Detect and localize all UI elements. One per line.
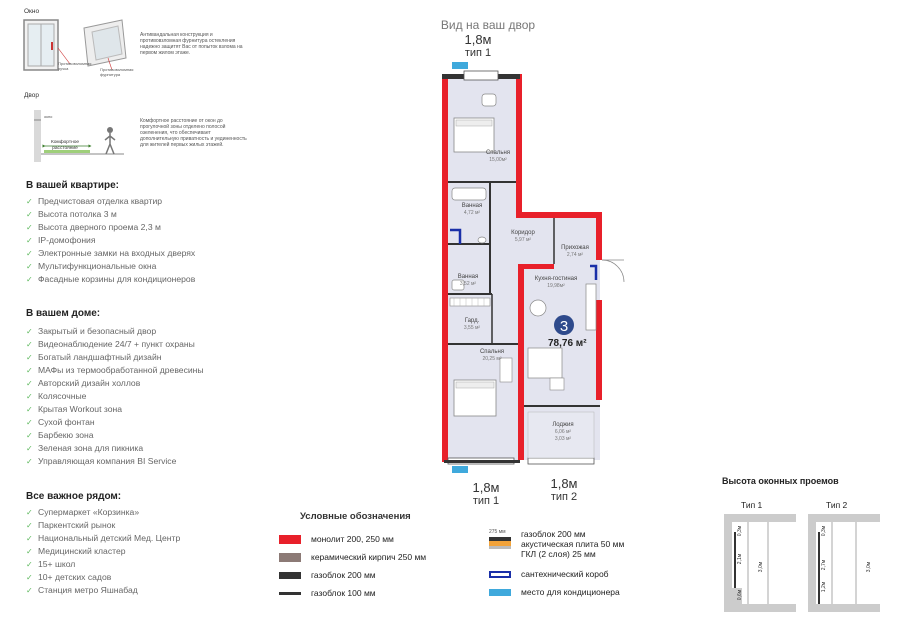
check-icon: ✓ bbox=[26, 521, 33, 530]
check-icon: ✓ bbox=[26, 431, 33, 440]
floor-plan bbox=[430, 58, 630, 476]
type2-top: 0,3м bbox=[821, 525, 828, 537]
nearby-item: ✓ Станция метро Яшнабад bbox=[26, 585, 138, 595]
nearby-item: ✓ Супермаркет «Корзинка» bbox=[26, 507, 140, 517]
apartment-item: ✓ Высота потолка 3 м bbox=[26, 209, 117, 219]
type1-label: Тип 1 bbox=[741, 500, 763, 510]
type1-middle: 2,1м bbox=[737, 553, 744, 565]
yard-window-label: окно bbox=[44, 114, 53, 119]
wall-monolith-top-right bbox=[516, 74, 522, 218]
bottom-left-window-size: 1,8м bbox=[472, 480, 500, 495]
check-icon: ✓ bbox=[26, 236, 33, 245]
check-icon: ✓ bbox=[26, 586, 33, 595]
check-icon: ✓ bbox=[26, 547, 33, 556]
nearby-item: ✓ 15+ школ bbox=[26, 559, 76, 569]
house-item: ✓ Сухой фонтан bbox=[26, 417, 95, 427]
room-corridor: Коридор 5,97 м² bbox=[511, 230, 535, 243]
check-icon: ✓ bbox=[26, 210, 33, 219]
check-icon: ✓ bbox=[26, 327, 33, 336]
apartment-item: ✓ Фасадные корзины для кондиционеров bbox=[26, 274, 196, 284]
top-window-size: 1,8м bbox=[464, 32, 492, 47]
window-callout-handle: Противовзломная ручка bbox=[58, 61, 92, 71]
room-bathroom-2: Ванная 3,52 м² bbox=[457, 274, 479, 287]
type1-total: 3,0м bbox=[758, 561, 765, 573]
room-bedroom-2: Спальня 20,25 м² bbox=[479, 349, 505, 362]
legend-monolith: монолит 200, 250 мм bbox=[279, 530, 426, 548]
nearby-item: ✓ 10+ детских садов bbox=[26, 572, 112, 582]
room-bathroom-1: Ванная 4,72 м² bbox=[461, 203, 483, 216]
check-icon: ✓ bbox=[26, 197, 33, 206]
check-icon: ✓ bbox=[26, 534, 33, 543]
top-window-label bbox=[448, 32, 508, 59]
legend-acoustic-dim: 275 мм bbox=[489, 529, 506, 535]
house-item: ✓ Крытая Workout зона bbox=[26, 404, 122, 414]
ac-place-top bbox=[452, 62, 468, 69]
type2-total: 3,0м bbox=[866, 561, 873, 573]
nearby-title: Все важное рядом: bbox=[26, 491, 122, 502]
apartment-title: В вашей квартире: bbox=[26, 180, 120, 191]
check-icon: ✓ bbox=[26, 573, 33, 582]
room-loggia: Лоджия 6,06 м² 3,03 м² bbox=[552, 422, 574, 442]
house-list bbox=[26, 325, 204, 468]
house-item: ✓ Авторский дизайн холлов bbox=[26, 378, 141, 388]
type2-label: Тип 2 bbox=[826, 500, 848, 510]
check-icon: ✓ bbox=[26, 508, 33, 517]
check-icon: ✓ bbox=[26, 366, 33, 375]
apartment-item: ✓ Предчистовая отделка квартир bbox=[26, 196, 163, 206]
house-item: ✓ Видеонаблюдение 24/7 + пункт охраны bbox=[26, 339, 195, 349]
check-icon: ✓ bbox=[26, 353, 33, 362]
check-icon: ✓ bbox=[26, 275, 33, 284]
house-item: ✓ Барбекю зона bbox=[26, 430, 94, 440]
legend-gasblock-100: газоблок 100 мм bbox=[279, 584, 426, 602]
nearby-item: ✓ Паркентский рынок bbox=[26, 520, 116, 530]
legend-acoustic: 275 мм газоблок 200 мм акустическая плита 50 мм ГКЛ (2 слоя) 25 мм bbox=[489, 529, 625, 559]
house-item: ✓ Управляющая компания BI Service bbox=[26, 456, 177, 466]
yard-section-text: Комфортное расстояние от окон до прогулочной зоны отделено полосой озеленения, что обеспечивает дополнительную приватность и уединенность для жителей первых жилых этажей. bbox=[140, 118, 247, 148]
apartment-list bbox=[26, 195, 195, 286]
top-window-type: тип 1 bbox=[464, 47, 492, 59]
type2-bottom: 1,2м bbox=[821, 581, 828, 593]
house-item: ✓ Закрытый и безопасный двор bbox=[26, 326, 157, 336]
room-wardrobe: Гард. 3,55 м² bbox=[463, 318, 481, 331]
nearby-item: ✓ Медицинский кластер bbox=[26, 546, 126, 556]
window-section-text: Антивандальная конструкция и противовзломная фурнитура остекления надежно защитят Вас от попыток взлома на первом жилом этаже. bbox=[140, 32, 243, 56]
type1-top: 0,3м bbox=[737, 525, 744, 537]
bottom-right-window-label bbox=[534, 476, 594, 503]
apartment-item: ✓ IP-домофония bbox=[26, 235, 96, 245]
check-icon: ✓ bbox=[26, 223, 33, 232]
type1-bottom: 0,6м bbox=[737, 589, 744, 601]
nearby-item: ✓ Национальный детский Мед. Центр bbox=[26, 533, 181, 543]
bottom-left-window-label bbox=[456, 480, 516, 507]
apartment-item: ✓ Электронные замки на входных дверях bbox=[26, 248, 196, 258]
check-icon: ✓ bbox=[26, 560, 33, 569]
house-item: ✓ Зеленая зона для пикника bbox=[26, 443, 144, 453]
yard-section-title: Двор bbox=[24, 92, 40, 99]
legend-gasblock-200: газоблок 200 мм bbox=[279, 566, 426, 584]
window-callout-fittings: Противовзломная фурнитура bbox=[100, 67, 134, 77]
bottom-right-window-size: 1,8м bbox=[550, 476, 578, 491]
check-icon: ✓ bbox=[26, 379, 33, 388]
check-icon: ✓ bbox=[26, 262, 33, 271]
apartment-item: ✓ Высота дверного проема 2,3 м bbox=[26, 222, 161, 232]
house-item: ✓ Богатый ландшафтный дизайн bbox=[26, 352, 162, 362]
check-icon: ✓ bbox=[26, 249, 33, 258]
rooms-count: 3 bbox=[559, 318, 569, 335]
total-area: 78,76 м² bbox=[548, 338, 587, 349]
check-icon: ✓ bbox=[26, 418, 33, 427]
room-kitchen-living: Кухня-гостиная 19,98м² bbox=[534, 276, 578, 289]
check-icon: ✓ bbox=[26, 392, 33, 401]
wall-monolith-left bbox=[442, 74, 448, 462]
apartment-item: ✓ Мультифункциональные окна bbox=[26, 261, 157, 271]
house-item: ✓ МАФы из термообработанной древесины bbox=[26, 365, 204, 375]
yard-illustration bbox=[24, 102, 134, 164]
comfort-distance-label: Комфортное расстояние bbox=[50, 140, 80, 151]
ac-place-bottom bbox=[452, 466, 468, 473]
legend-list-right bbox=[489, 529, 624, 601]
check-icon: ✓ bbox=[26, 457, 33, 466]
room-hallway: Прихожая 2,74 м² bbox=[561, 245, 589, 258]
legend-ac-place: место для кондиционера bbox=[489, 583, 624, 601]
window-section-title: Окно bbox=[24, 8, 40, 15]
view-label: Вид на ваш двор bbox=[440, 18, 536, 32]
check-icon: ✓ bbox=[26, 444, 33, 453]
check-icon: ✓ bbox=[26, 405, 33, 414]
window-heights-diagram bbox=[720, 512, 890, 612]
legend-title: Условные обозначения bbox=[300, 511, 411, 522]
check-icon: ✓ bbox=[26, 340, 33, 349]
window-heights-title: Высота оконных проемов bbox=[722, 476, 839, 486]
legend-list-left bbox=[279, 530, 426, 602]
type2-middle: 2,7м bbox=[821, 559, 828, 571]
house-title: В вашем доме: bbox=[26, 308, 101, 319]
room-bedroom-1: Спальня 15,00м² bbox=[485, 150, 511, 163]
nearby-list bbox=[26, 506, 180, 597]
legend-sanitary-box: сантехнический короб bbox=[489, 565, 624, 583]
bottom-left-window-type: тип 1 bbox=[472, 495, 500, 507]
bottom-right-window-type: тип 2 bbox=[550, 491, 578, 503]
house-item: ✓ Колясочные bbox=[26, 391, 87, 401]
legend-brick: керамический кирпич 250 мм bbox=[279, 548, 426, 566]
